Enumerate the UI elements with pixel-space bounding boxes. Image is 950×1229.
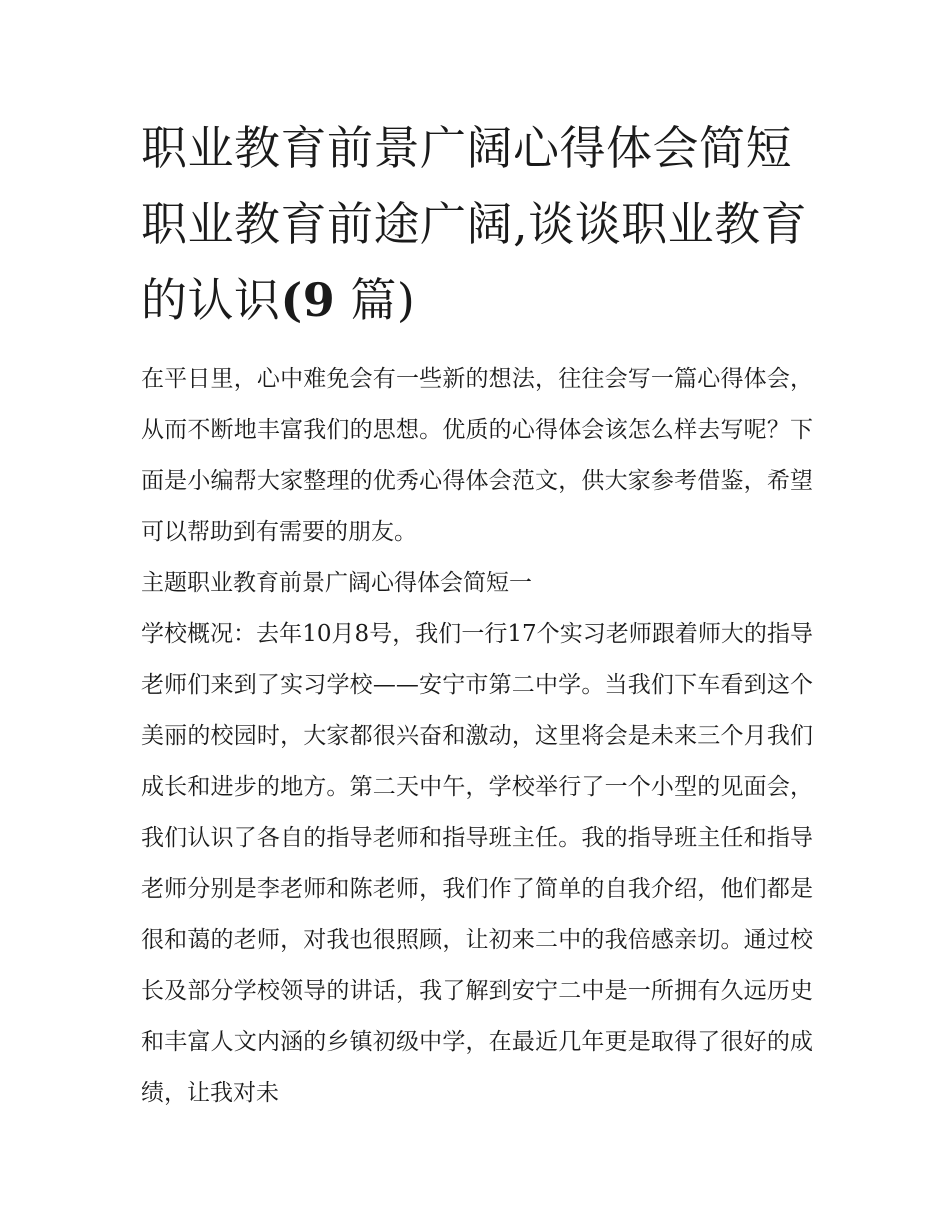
body-paragraph: 学校概况：去年10月8号，我们一行17个实习老师跟着师大的指导老师们来到了实习学校——安宁市第二中学。当我们下车看到这个美丽的校园时，大家都很兴奋和激动，这里将会是未来三个月我们成长和进步的地方。第二天中午，学校举行了一个小型的见面会，我们认识了各自的指导老师和指导班主任。我的指导班主任和指导老师分别是李老师和陈老师，我们作了简单的自我介绍，他们都是很和蔼的老师，对我也很照顾，让初来二中的我倍感亲切。通过校长及部分学校领导的讲话，我了解到安宁二中是一所拥有久远历史和丰富人文内涵的乡镇初级中学，在最近几年更是取得了很好的成绩，让我对未: [141, 621, 813, 1106]
title-text: 职业教育前景广阔心得体会简短 职业教育前途广阔,谈谈职业教育的认识: [141, 121, 808, 327]
title-count: (9: [280, 273, 336, 327]
section-heading: 主题职业教育前景广阔心得体会简短一: [141, 570, 532, 596]
document-page: [141, 110, 813, 1119]
title-suffix: 篇): [350, 273, 416, 327]
intro-paragraph: 在平日里，心中难免会有一些新的想法，往往会写一篇心得体会，从而不断地丰富我们的思想。优质的心得体会该怎么样去写呢？下面是小编帮大家整理的优秀心得体会范文，供大家参考借鉴，希望可以帮助到有需要的朋友。: [141, 366, 813, 545]
document-title: [141, 110, 813, 338]
